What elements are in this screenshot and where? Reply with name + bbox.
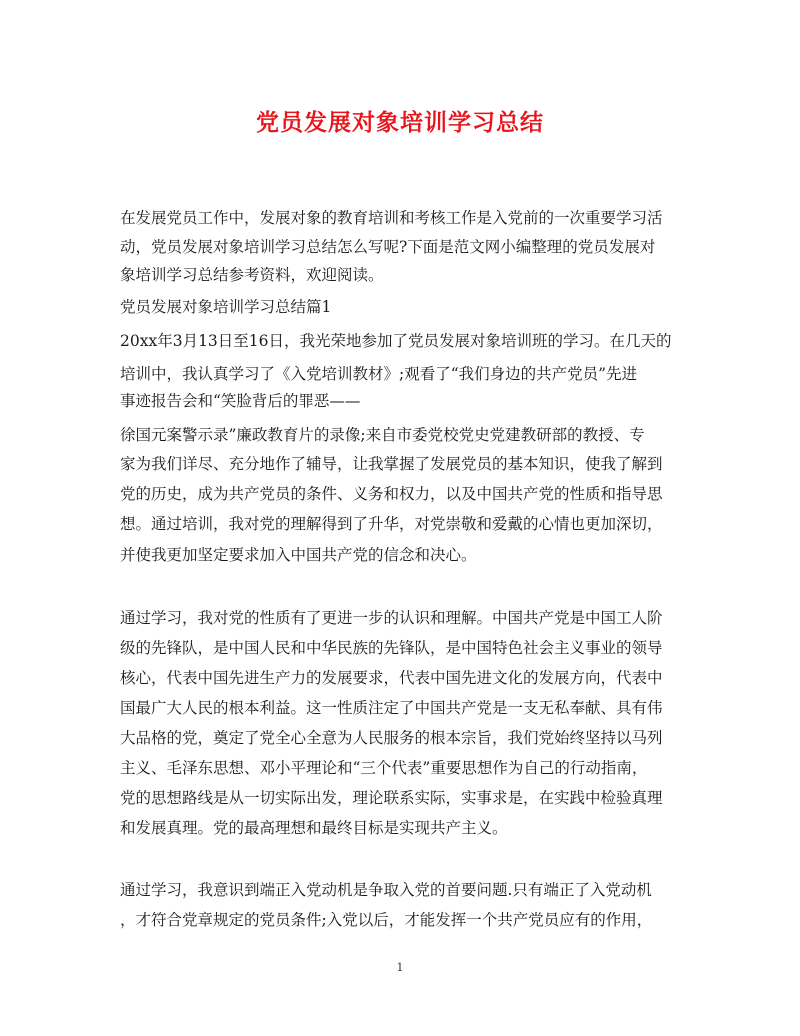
text-line: 和发展真理。党的最高理想和最终目标是实现共产主义。: [120, 819, 508, 837]
section-heading: 党员发展对象培训学习总结篇1: [120, 298, 332, 316]
text-line: 通过学习，我对党的性质有了更进一步的认识和理解。中国共产党是中国工人阶: [120, 609, 663, 627]
document-title: 党员发展对象培训学习总结: [256, 109, 544, 136]
text-line: 党的历史，成为共产党员的条件、义务和权力，以及中国共产党的性质和指导思: [120, 485, 663, 503]
text-line: 徐国元案警示录”廉政教育片的录像;来自市委党校党史党建教研部的教授、专: [120, 426, 645, 444]
text-line: 在发展党员工作中，发展对象的教育培训和考核工作是入党前的一次重要学习活: [120, 209, 663, 227]
text-line: ，才符合党章规定的党员条件;入党以后，才能发挥一个共产党员应有的作用，: [120, 911, 653, 929]
text-line: 象培训学习总结参考资料，欢迎阅读。: [120, 266, 384, 284]
text-line: 并使我更加坚定要求加入中国共产党的信念和决心。: [120, 546, 477, 564]
text-line: 国最广大人民的根本利益。这一性质注定了中国共产党是一支无私奉献、具有伟: [120, 699, 663, 717]
text-line: 主义、毛泽东思想、邓小平理论和“三个代表”重要思想作为自己的行动指南，: [120, 759, 648, 777]
text-line: 核心，代表中国先进生产力的发展要求，代表中国先进文化的发展方向，代表中: [120, 669, 663, 687]
text-line: 党的思想路线是从一切实际出发，理论联系实际，实事求是，在实践中检验真理: [120, 789, 663, 807]
text-line: 培训中，我认真学习了《入党培训教材》;观看了“我们身边的共产党员”先进: [120, 365, 638, 383]
page-number: 1: [396, 961, 404, 974]
text-line: 事迹报告会和“笑脸背后的罪恶——: [120, 392, 361, 410]
text-line: 大品格的党，奠定了党全心全意为人民服务的根本宗旨，我们党始终坚持以马列: [120, 729, 663, 747]
text-line: 家为我们详尽、充分地作了辅导，让我掌握了发展党员的基本知识，使我了解到: [120, 455, 663, 473]
text-line: 通过学习，我意识到端正入党动机是争取入党的首要问题.只有端正了入党动机: [120, 881, 652, 899]
text-line: 想。通过培训，我对党的理解得到了升华，对党崇敬和爱戴的心情也更加深切，: [120, 515, 663, 533]
text-line: 级的先锋队，是中国人民和中华民族的先锋队，是中国特色社会主义事业的领导: [120, 639, 663, 657]
text-line: 20xx年3月13日至16日，我光荣地参加了党员发展对象培训班的学习。在几天的: [120, 332, 672, 350]
text-line: 动，党员发展对象培训学习总结怎么写呢?下面是范文网小编整理的党员发展对: [120, 238, 656, 256]
